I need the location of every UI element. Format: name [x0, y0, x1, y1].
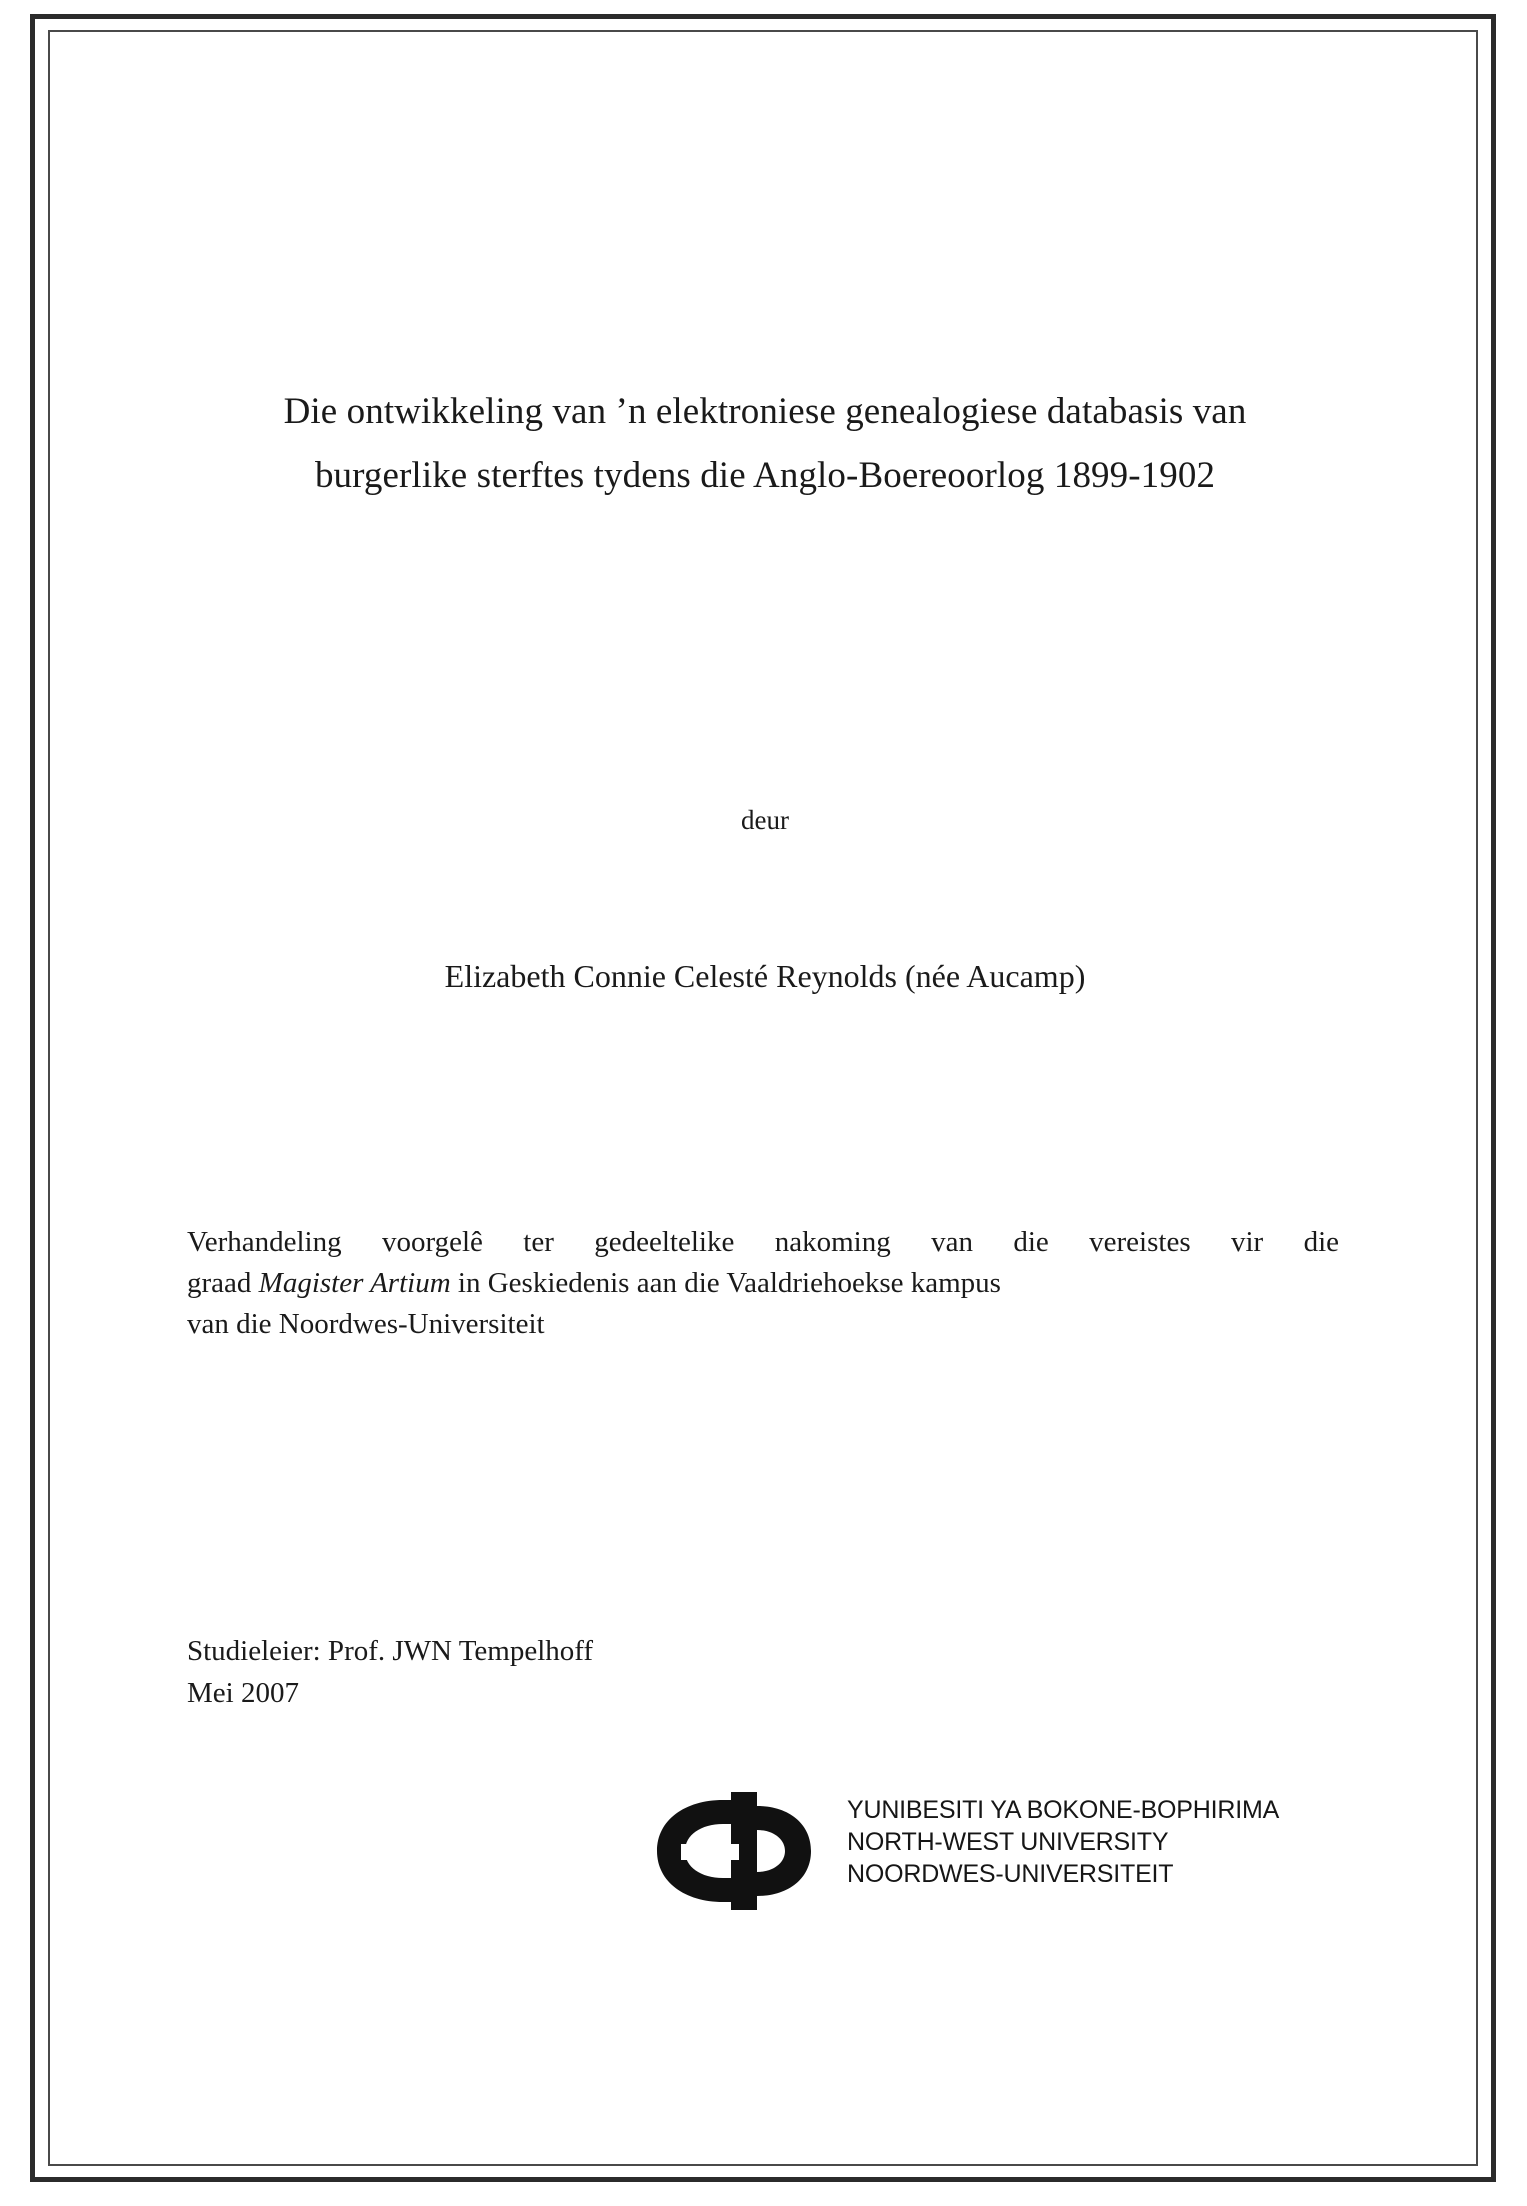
university-logo: [465, 1790, 1280, 1920]
degree-statement-line-2-suffix: in Geskiedenis aan die Vaaldriehoekse kampus: [450, 1267, 1001, 1300]
author-name: Elizabeth Connie Celesté Reynolds (née Aucamp): [444, 958, 1086, 994]
title-line-1: Die ontwikkeling van ’n elektroniese genealogiese databasis van: [283, 391, 1247, 432]
nwu-logo-icon: [645, 1792, 835, 1910]
supervisor-block: [187, 1630, 1087, 1714]
degree-statement: [187, 1222, 1339, 1346]
date-line: Mei 2007: [187, 1677, 299, 1710]
logo-line-2: NORTH-WEST UNIVERSITY: [847, 1828, 1169, 1856]
logo-line-3: NOORDWES-UNIVERSITEIT: [847, 1860, 1174, 1888]
supervisor-line: Studieleier: Prof. JWN Tempelhoff: [187, 1635, 594, 1667]
degree-name-italic: Magister Artium: [258, 1267, 451, 1300]
degree-statement-line-3: van die Noordwes-Universiteit: [187, 1308, 545, 1341]
title-line-2: burgerlike sterftes tydens die Anglo-Boereoorlog 1899-1902: [314, 454, 1216, 496]
logo-line-1: YUNIBESITI YA BOKONE-BOPHIRIMA: [847, 1796, 1280, 1824]
scan-edge: [0, 0, 30, 2206]
logo-wordmark: [847, 1794, 1279, 1890]
degree-statement-line-2: [187, 1263, 1339, 1304]
degree-statement-line-2-prefix: graad: [187, 1267, 259, 1300]
by-label: deur: [741, 805, 789, 835]
page-title: [185, 380, 1345, 507]
page-content: [185, 0, 1345, 2206]
degree-statement-line-1: Verhandeling voorgelê ter gedeeltelike nakoming van die vereistes vir die: [187, 1226, 1339, 1258]
